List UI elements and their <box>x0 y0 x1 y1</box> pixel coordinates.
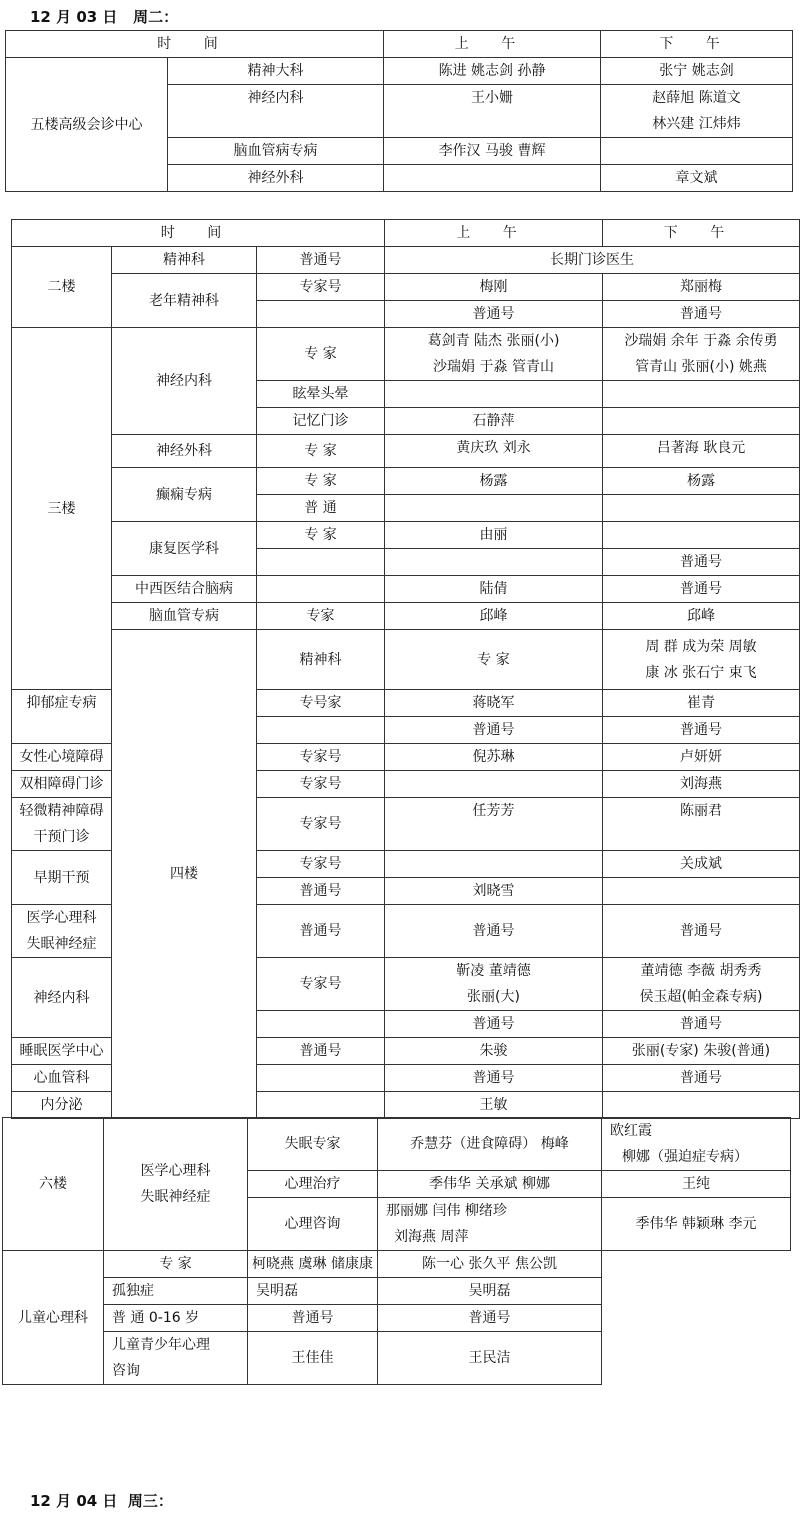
dept-cell: 女性心境障碍 <box>12 744 112 771</box>
type-cell: 专 家 <box>104 1251 248 1278</box>
dept-cell: 心血管科 <box>12 1065 112 1092</box>
am-cell: 陆倩 <box>385 576 603 603</box>
dept-cell: 神经外科 <box>168 165 384 192</box>
type-cell: 普 通 0-16 岁 <box>104 1305 248 1332</box>
pm-cell <box>602 1118 791 1171</box>
pm-cell: 张丽(专家) 朱骏(普通) <box>603 1038 800 1065</box>
type-cell: 专家号 <box>257 851 385 878</box>
am-cell: 柯晓燕 虞琳 储康康 <box>248 1251 378 1278</box>
pm-cell <box>603 958 800 1011</box>
am-cell: 朱骏 <box>385 1038 603 1065</box>
doctor-line: 管青山 张丽(小) 姚燕 <box>635 359 767 375</box>
doctor-line: 葛剑青 陆杰 张丽(小) <box>427 333 560 349</box>
pm-cell <box>601 85 793 138</box>
pm-cell <box>603 408 800 435</box>
am-cell <box>378 1198 602 1251</box>
pm-cell: 吴明磊 <box>378 1278 602 1305</box>
am-cell: 任芳芳 <box>385 798 603 851</box>
floor-label: 三楼 <box>12 328 112 690</box>
am-cell: 倪苏琳 <box>385 744 603 771</box>
type-cell <box>257 1065 385 1092</box>
pm-cell: 普通号 <box>603 576 800 603</box>
pm-cell <box>603 381 800 408</box>
pm-cell: 普通号 <box>603 549 800 576</box>
type-cell: 专 家 <box>385 630 603 690</box>
am-header: 上 午 <box>385 220 603 247</box>
pm-cell: 关成斌 <box>603 851 800 878</box>
pm-cell: 邱峰 <box>603 603 800 630</box>
dept-cell: 脑血管专病 <box>112 603 257 630</box>
doctor-line: 柳娜（强迫症专病） <box>622 1149 748 1165</box>
am-cell <box>385 958 603 1011</box>
am-cell: 蒋晓军 <box>385 690 603 717</box>
doctor-line: 林兴建 江炜炜 <box>652 116 741 132</box>
type-cell: 专 家 <box>257 522 385 549</box>
dept-cell <box>12 798 112 851</box>
pm-cell: 普通号 <box>603 1065 800 1092</box>
am-cell <box>384 165 601 192</box>
doctor-line: 张丽(大) <box>467 989 520 1005</box>
pm-cell: 卢妍妍 <box>603 744 800 771</box>
dept-cell: 癫痫专病 <box>112 468 257 522</box>
dept-line: 医学心理科 <box>26 910 97 926</box>
type-cell <box>104 1332 248 1385</box>
time-header: 时 间 <box>12 220 385 247</box>
am-cell: 普通号 <box>385 301 603 328</box>
type-cell <box>257 1092 385 1119</box>
dept-cell <box>104 1118 248 1251</box>
am-cell: 陈进 姚志剑 孙静 <box>384 58 601 85</box>
dept-cell: 精神科 <box>257 630 385 690</box>
floor-label: 四楼 <box>112 630 257 1119</box>
dept-cell: 神经内科 <box>168 85 384 138</box>
am-cell: 普通号 <box>385 717 603 744</box>
dept-cell: 中西医结合脑病 <box>112 576 257 603</box>
type-cell: 专 家 <box>257 435 385 468</box>
am-cell <box>385 549 603 576</box>
am-cell: 普通号 <box>248 1305 378 1332</box>
dept-cell: 康复医学科 <box>112 522 257 576</box>
type-cell: 失眠专家 <box>248 1118 378 1171</box>
pm-header: 下 午 <box>601 31 793 58</box>
am-cell: 王敏 <box>385 1092 603 1119</box>
dept-cell: 神经内科 <box>12 958 112 1038</box>
pm-cell: 章文斌 <box>601 165 793 192</box>
doctor-line: 欧红霞 <box>610 1123 652 1139</box>
dept-cell: 神经外科 <box>112 435 257 468</box>
am-cell <box>385 328 603 381</box>
type-cell: 专 家 <box>257 328 385 381</box>
type-cell: 普通号 <box>257 878 385 905</box>
dept-cell <box>12 905 112 958</box>
type-cell: 眩晕头晕 <box>257 381 385 408</box>
am-cell: 由丽 <box>385 522 603 549</box>
type-cell: 孤独症 <box>104 1278 248 1305</box>
pm-cell: 普通号 <box>603 905 800 958</box>
pm-cell: 郑丽梅 <box>603 274 800 301</box>
dept-cell: 精神大科 <box>168 58 384 85</box>
pm-cell: 刘海燕 <box>603 771 800 798</box>
am-cell: 普通号 <box>385 1011 603 1038</box>
dept-cell: 早期干预 <box>12 851 112 905</box>
pm-cell <box>601 138 793 165</box>
dept-cell: 精神科 <box>112 247 257 274</box>
type-cell: 心理治疗 <box>248 1171 378 1198</box>
dept-cell: 儿童心理科 <box>3 1251 104 1385</box>
dept-cell: 双相障碍门诊 <box>12 771 112 798</box>
dept-cell: 内分泌 <box>12 1092 112 1119</box>
type-cell: 心理咨询 <box>248 1198 378 1251</box>
pm-cell: 普通号 <box>378 1305 602 1332</box>
doctor-line: 沙瑞娟 余年 于淼 余传勇 <box>624 333 778 349</box>
pm-header: 下 午 <box>603 220 800 247</box>
type-line: 儿童青少年心理 <box>112 1337 210 1353</box>
doctor-line: 康 冰 张石宁 束飞 <box>645 664 757 681</box>
doctor-line: 侯玉超(帕金森专病) <box>639 989 763 1005</box>
am-cell <box>385 851 603 878</box>
doctor-line: 靳凌 董靖德 <box>456 963 531 979</box>
am-cell: 刘晓雪 <box>385 878 603 905</box>
dept-line: 失眠神经症 <box>26 936 97 952</box>
time-header: 时 间 <box>6 31 384 58</box>
dept-line: 医学心理科 <box>140 1163 211 1179</box>
am-cell <box>385 495 603 522</box>
pm-cell <box>603 522 800 549</box>
type-cell: 专家号 <box>257 274 385 301</box>
type-cell: 普通号 <box>257 1038 385 1065</box>
pm-cell: 崔青 <box>603 690 800 717</box>
type-cell <box>257 1011 385 1038</box>
type-cell: 专家号 <box>257 798 385 851</box>
center-name: 五楼高级会诊中心 <box>6 58 168 192</box>
clinic-schedule-table <box>11 219 800 1119</box>
dept-line: 失眠神经症 <box>140 1189 211 1205</box>
am-cell: 黄庆玖 刘永 <box>385 435 603 468</box>
am-cell: 杨露 <box>385 468 603 495</box>
doctor-line: 董靖德 李薇 胡秀秀 <box>640 963 762 979</box>
am-header: 上 午 <box>384 31 601 58</box>
pm-cell <box>603 878 800 905</box>
pm-cell: 陈一心 张久平 焦公凯 <box>378 1251 602 1278</box>
am-cell: 普通号 <box>385 1065 603 1092</box>
doctor-line: 周 群 成为荣 周敏 <box>645 638 757 655</box>
pm-cell: 杨露 <box>603 468 800 495</box>
pm-cell: 吕著海 耿良元 <box>603 435 800 468</box>
am-cell <box>385 771 603 798</box>
dept-cell: 老年精神科 <box>112 274 257 328</box>
type-cell: 专家号 <box>257 958 385 1011</box>
type-line: 咨询 <box>112 1363 140 1379</box>
type-cell: 普 通 <box>257 495 385 522</box>
type-cell: 专家号 <box>257 744 385 771</box>
am-cell <box>603 630 800 690</box>
dept-cell: 睡眠医学中心 <box>12 1038 112 1065</box>
type-cell <box>257 301 385 328</box>
dept-cell: 神经内科 <box>112 328 257 435</box>
pm-cell: 张宁 姚志剑 <box>601 58 793 85</box>
pm-cell: 普通号 <box>603 717 800 744</box>
type-cell: 专号家 <box>257 690 385 717</box>
doctor-line: 赵薛旭 陈道文 <box>652 90 741 106</box>
am-cell: 王小姗 <box>384 85 601 138</box>
am-pm-cell: 长期门诊医生 <box>385 247 800 274</box>
type-cell: 记忆门诊 <box>257 408 385 435</box>
type-cell <box>257 717 385 744</box>
am-cell: 王佳佳 <box>248 1332 378 1385</box>
pm-cell: 普通号 <box>603 301 800 328</box>
type-cell <box>257 549 385 576</box>
type-cell <box>257 576 385 603</box>
am-cell: 乔慧芬（进食障碍） 梅峰 <box>378 1118 602 1171</box>
pm-cell <box>603 1092 800 1119</box>
doctor-line: 沙瑞娟 于淼 管青山 <box>433 359 554 375</box>
doctor-line: 那丽娜 闫伟 柳绪珍 <box>386 1203 507 1219</box>
sixth-floor-table <box>2 1117 791 1385</box>
type-cell: 专家号 <box>257 771 385 798</box>
dept-cell: 抑郁症专病 <box>12 690 112 744</box>
am-cell: 邱峰 <box>385 603 603 630</box>
am-cell: 石静萍 <box>385 408 603 435</box>
pm-cell: 季伟华 韩颖琳 李元 <box>602 1198 791 1251</box>
am-cell: 季伟华 关承斌 柳娜 <box>378 1171 602 1198</box>
pm-cell: 陈丽君 <box>603 798 800 851</box>
type-cell: 普通号 <box>257 905 385 958</box>
pm-cell: 普通号 <box>603 1011 800 1038</box>
pm-cell: 王民洁 <box>378 1332 602 1385</box>
dept-cell: 脑血管病专病 <box>168 138 384 165</box>
type-cell: 专家 <box>257 603 385 630</box>
dept-line: 轻微精神障碍 <box>19 803 104 819</box>
date-heading: 12 月 04 日 周三： <box>30 1492 173 1510</box>
am-cell: 吴明磊 <box>248 1278 378 1305</box>
consult-center-table <box>5 30 793 192</box>
floor-label: 六楼 <box>3 1118 104 1251</box>
doctor-line: 刘海燕 周萍 <box>394 1229 469 1245</box>
type-cell: 专 家 <box>257 468 385 495</box>
pm-cell <box>603 495 800 522</box>
dept-line: 干预门诊 <box>33 829 90 845</box>
floor-label: 二楼 <box>12 247 112 328</box>
date-heading: 12 月 03 日 周二： <box>30 8 179 26</box>
pm-cell: 王纯 <box>602 1171 791 1198</box>
am-cell: 梅刚 <box>385 274 603 301</box>
pm-cell <box>603 328 800 381</box>
am-cell: 普通号 <box>385 905 603 958</box>
am-cell: 李作汉 马骏 曹辉 <box>384 138 601 165</box>
type-cell: 普通号 <box>257 247 385 274</box>
am-cell <box>385 381 603 408</box>
